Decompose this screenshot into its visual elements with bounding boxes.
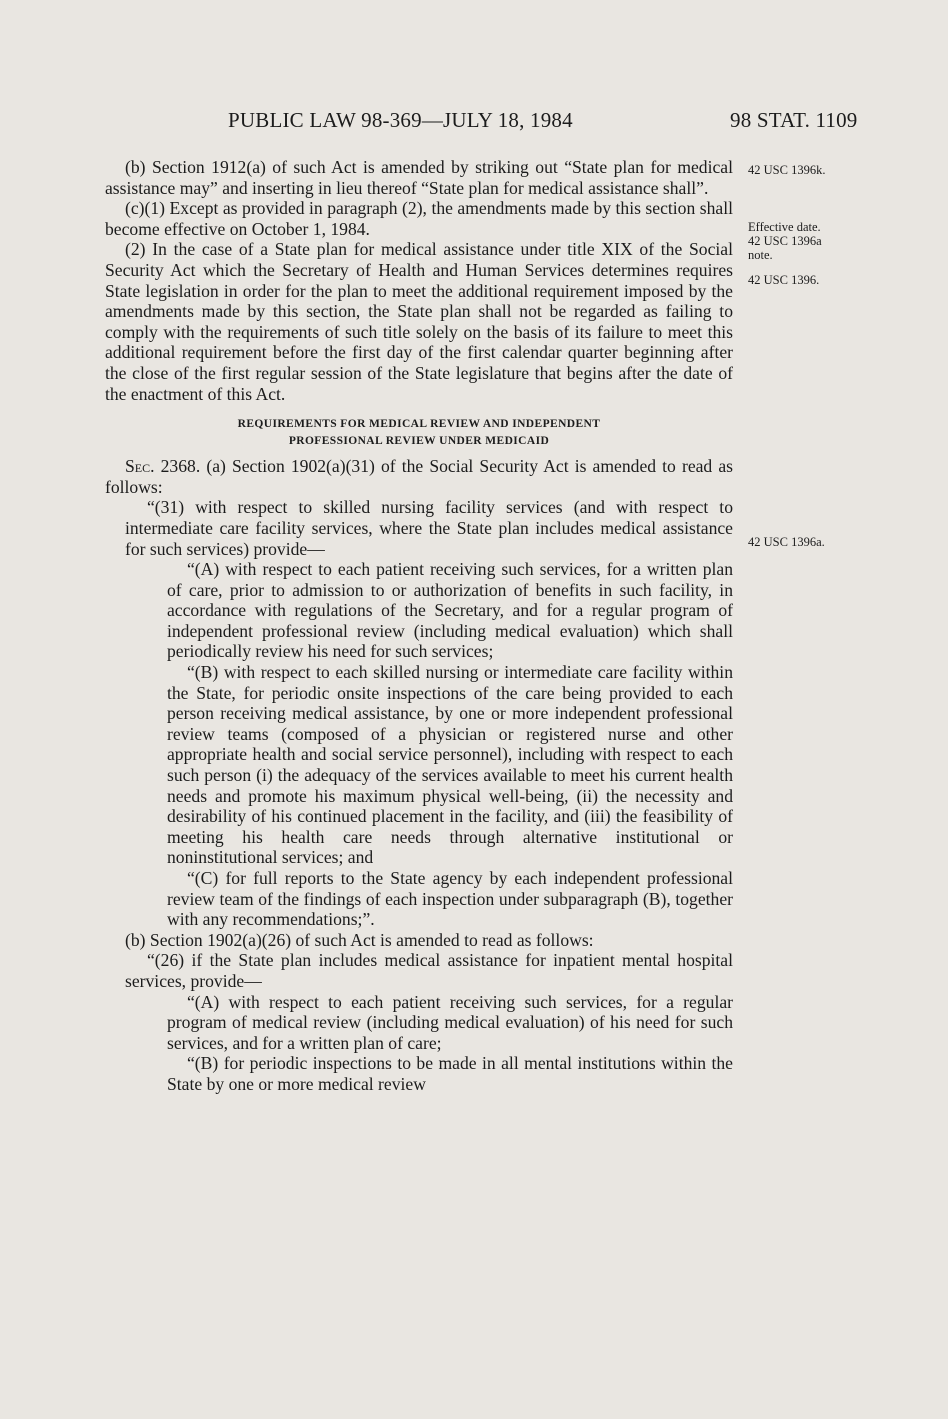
section-2368-a-text: 2368. (a) Section 1902(a)(31) of the Social Security Act is amended to read as follows: <box>105 456 733 497</box>
quoted-paragraph-31: “(31) with respect to skilled nursing facility services (and with respect to intermediate care facility services, where the State plan includes medical assistance for such services) provide— <box>125 497 733 559</box>
section-2368-b: (b) Section 1902(a)(26) of such Act is amended to read as follows: <box>125 929 594 950</box>
section-2368-a <box>105 456 733 497</box>
paragraph-c2: (2) In the case of a State plan for medical assistance under title XIX of the Social Security Act which the Secretary of Health and Human Services determines requires State legislation in order for the plan to meet the additional requirement imposed by the amendments made by this section, the State plan shall not be regarded as failing to comply with the requirements of such title solely on the basis of its failure to meet this additional requirement before the first day of the first calendar quarter beginning after the close of the first regular session of the State legislature that begins after the date of the enactment of this Act. <box>105 239 733 404</box>
page-header <box>0 108 948 138</box>
paragraph-b-1912: (b) Section 1912(a) of such Act is amended by striking out “State plan for medical assistance may” and inserting in lieu thereof “State plan for medical assistance shall”. <box>105 157 733 198</box>
public-law-title: PUBLIC LAW 98-369—JULY 18, 1984 <box>228 108 573 132</box>
quoted-paragraph-26: “(26) if the State plan includes medical assistance for inpatient mental hospital services, provide— <box>125 950 733 991</box>
margin-note-42-usc-1396a: 42 USC 1396a. <box>748 535 825 549</box>
quoted-subparagraph-26-b: “(B) for periodic inspections to be made in all mental institutions within the State by one or more medical review <box>167 1053 733 1094</box>
body-text <box>105 157 733 1095</box>
margin-effective-date-label: Effective date. <box>748 220 821 234</box>
margin-note-effective-date <box>748 220 888 262</box>
paragraph-c1: (c)(1) Except as provided in paragraph (2), the amendments made by this section shall become effective on October 1, 1984. <box>105 198 733 239</box>
margin-note-label: note. <box>748 248 773 262</box>
quoted-subparagraph-26-a: “(A) with respect to each patient receiving such services, for a regular program of medical review (including medical evaluation) of his need for such services, and for a written plan of care; <box>167 991 733 1053</box>
statute-page-number: 98 STAT. 1109 <box>730 108 858 132</box>
margin-note-42-usc-1396k: 42 USC 1396k. <box>748 163 826 177</box>
section-label: Sec. <box>125 456 155 477</box>
quoted-subparagraph-31-b: “(B) with respect to each skilled nursing or intermediate care facility within the State, for periodic onsite inspections of the care being provided to each person receiving medical assistance, by one or more independent professional review teams (composed of a physician or registered nurse and other appropriate health and social service personnel), including with respect to each such person (i) the adequacy of the services available to meet his current health needs and promote his maximum physical well-being, (ii) the necessity and desirability of his continued placement in the facility, and (iii) the feasibility of meeting his health care needs through alternative institutional or noninstitutional services; and <box>167 662 733 868</box>
quoted-subparagraph-31-c: “(C) for full reports to the State agency by each independent professional review team of the findings of each inspection under subparagraph (B), together with any recommendations;”. <box>167 868 733 930</box>
section-heading-line-1: REQUIREMENTS FOR MEDICAL REVIEW AND INDEPENDENT <box>237 418 601 431</box>
margin-note-42-usc-1396: 42 USC 1396. <box>748 273 820 287</box>
section-heading <box>105 416 733 450</box>
quoted-subparagraph-31-a: “(A) with respect to each patient receiving such services, for a written plan of care, prior to admission to or authorization of benefits in such facility, in accordance with regulations of the Secretary, and for a regular program of independent professional review (including medical evaluation) which shall periodically review his need for such services; <box>167 559 733 662</box>
section-heading-line-2: PROFESSIONAL REVIEW UNDER MEDICAID <box>288 435 550 448</box>
margin-42-usc-1396a: 42 USC 1396a <box>748 234 822 248</box>
